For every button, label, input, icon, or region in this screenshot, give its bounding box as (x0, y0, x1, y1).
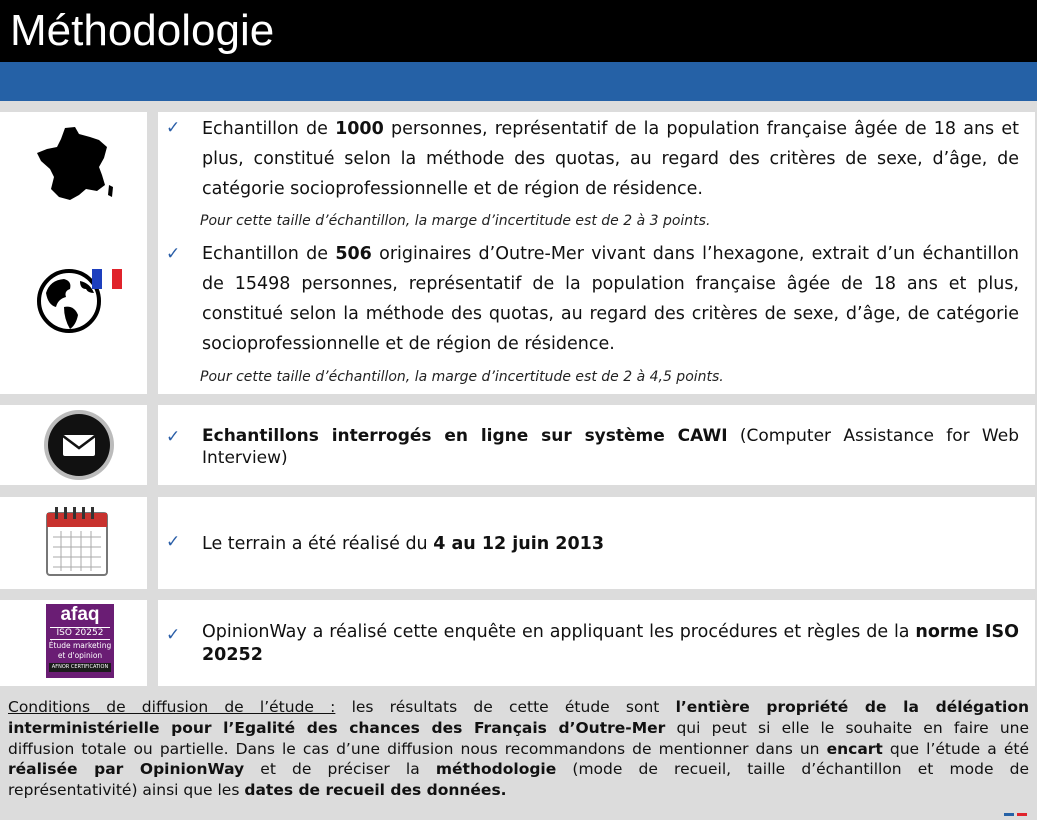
text-run: (mode de recueil, taille d’échantillon et mode de (556, 760, 1029, 779)
text-run: l’entière propriété de la délégation (675, 698, 1030, 716)
text-run: les résultats de cette étude sont (335, 698, 676, 716)
header-bar (0, 0, 1037, 62)
text-line (202, 529, 1019, 559)
text-line (202, 299, 1019, 329)
text-run: Conditions de diffusion de l’étude : (8, 698, 336, 716)
page-marks (1001, 801, 1029, 804)
text-line (202, 425, 1019, 447)
text-run: et de préciser la (244, 760, 436, 779)
date-paragraph (202, 529, 1019, 559)
diffusion-conditions (0, 688, 1037, 806)
text-line (202, 447, 1019, 469)
text-run: de 15498 personnes, représentatif de la population française âgée de 18 ans et plus, (202, 274, 1019, 294)
text-run: norme ISO (915, 622, 1019, 642)
page-title: Méthodologie (10, 6, 275, 55)
text-line (202, 644, 1019, 667)
diffusion-paragraph (8, 697, 1029, 801)
text-line (202, 329, 1019, 359)
date-text-cell (158, 497, 1035, 589)
text-run: que l’étude a été (882, 739, 1029, 758)
text-line (202, 114, 1019, 144)
text-run: catégorie socioprofessionnelle et de région de résidence. (202, 179, 703, 199)
calendar-icon (45, 505, 109, 577)
mode-paragraph (202, 425, 1019, 469)
text-line (8, 739, 1029, 760)
text-run: plus, constitué selon la méthode des quotas, au regard des critères de sexe, d’âge, de (202, 149, 1019, 169)
text-line (8, 697, 1029, 718)
text-run: méthodologie (435, 760, 557, 779)
text-run: 4 au 12 juin 2013 (433, 534, 604, 554)
check-icon: ✓ (166, 625, 181, 645)
text-run: Echantillons interrogés en ligne sur système CAWI (202, 426, 728, 446)
sample-paragraph-2 (202, 239, 1019, 359)
text-run: dates de recueil des données. (244, 781, 507, 800)
text-run: Echantillon de (202, 119, 336, 139)
norm-text-cell (158, 600, 1035, 686)
text-run: personnes, représentatif de la population française âgée de 18 ans et (383, 119, 1019, 139)
globe-with-french-flag-icon (36, 267, 136, 337)
check-icon: ✓ (166, 427, 181, 447)
check-icon: ✓ (166, 532, 181, 552)
check-icon: ✓ (166, 244, 181, 264)
france-map-icon (35, 125, 115, 203)
sample-icons-cell (0, 112, 147, 394)
blue-band (0, 62, 1037, 101)
text-run: socioprofessionnelle et de région de résidence. (202, 334, 615, 354)
incertitude-note-2: Pour cette taille d’échantillon, la marge d’incertitude est de 2 à 4,5 points. (200, 369, 724, 385)
text-run: 20252 (202, 645, 263, 665)
text-line (202, 269, 1019, 299)
text-run: interministérielle pour l’Egalité des chances des Français d’Outre-Mer (8, 718, 666, 737)
text-run: originaires d’Outre-Mer vivant dans l’hexagone, extrait d’un échantillon (371, 244, 1019, 264)
check-icon: ✓ (166, 118, 181, 138)
sample-paragraph-1 (202, 114, 1019, 204)
norm-paragraph (202, 621, 1019, 667)
text-run: encart (826, 739, 883, 758)
text-line (202, 239, 1019, 269)
text-line (202, 621, 1019, 644)
text-run: diffusion totale ou partielle. Dans le cas d’une diffusion nous recommandons de mentionner dans un (8, 739, 827, 758)
text-run: réalisée par OpinionWay (8, 760, 245, 779)
date-icon-cell (0, 497, 147, 589)
text-line (8, 780, 1029, 801)
afaq-logo: afaq ISO 20252 Étude marketing et d'opinion AFNOR CERTIFICATION (46, 604, 114, 678)
text-line (202, 174, 1019, 204)
text-line (8, 759, 1029, 780)
incertitude-note-1: Pour cette taille d’échantillon, la marge d’incertitude est de 2 à 3 points. (200, 213, 711, 229)
sample-text-cell (158, 112, 1035, 394)
text-line (8, 718, 1029, 739)
envelope-icon (42, 408, 116, 482)
mode-text-cell (158, 405, 1035, 485)
text-run: constitué selon la méthode des quotas, au regard des critères de sexe, d’âge, de catégorie (202, 304, 1019, 324)
text-line (202, 144, 1019, 174)
text-run: représentativité) ainsi que les (8, 781, 245, 800)
text-run: (Computer Assistance for Web (727, 426, 1019, 446)
text-run: 506 (335, 244, 372, 264)
mode-icon-cell (0, 405, 147, 485)
text-run: qui peut si elle le souhaite en faire une (665, 718, 1029, 737)
text-run: Le terrain a été réalisé du (202, 534, 434, 554)
text-run: Interview) (202, 448, 288, 468)
text-run: OpinionWay a réalisé cette enquête en appliquant les procédures et règles de la (202, 622, 916, 642)
text-run: 1000 (335, 119, 384, 139)
norm-icon-cell (0, 600, 147, 686)
text-run: Echantillon de (202, 244, 336, 264)
